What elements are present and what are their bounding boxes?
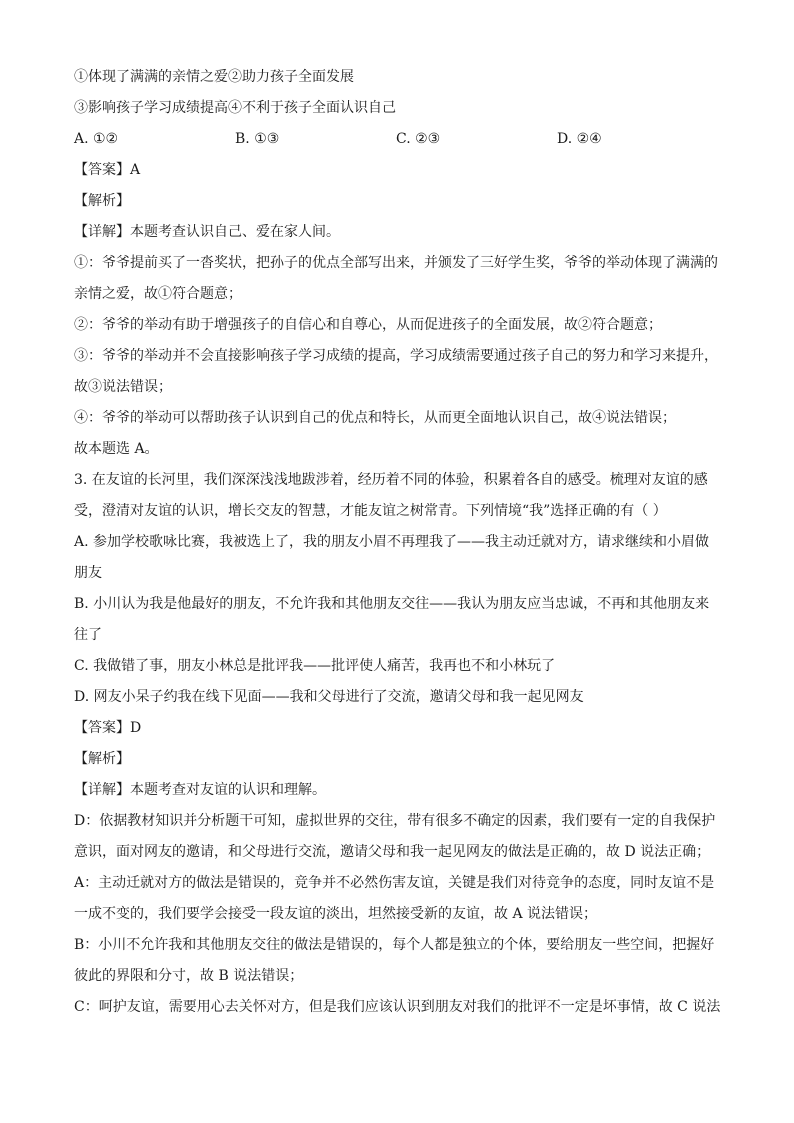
q2-option-d: D. ②④: [557, 131, 602, 147]
q3-stem-line: 3. 在友谊的长河里，我们深深浅浅地跋涉着，经历着不同的体验，积累着各自的感受。梳理对友谊的感: [74, 472, 708, 488]
q3-answer: 【答案】D: [74, 720, 142, 736]
q3-detail-line: D：依据教材知识并分析题干可知，虚拟世界的交往，带有很多不确定的因素，我们要有一定的自我保护: [74, 813, 716, 829]
q3-choice-a-cont: 朋友: [74, 565, 102, 581]
document-page: [74, 62, 724, 1023]
q2-detail-line: ②：爷爷的举动有助于增强孩子的自信心和自尊心，从而促进孩子的全面发展，故②符合题意；: [74, 317, 662, 333]
q3-detail-line: 一成不变的，我们要学会接受一段友谊的淡出，坦然接受新的友谊，故 A 说法错误；: [74, 906, 598, 922]
q3-detail-line: A：主动迁就对方的做法是错误的，竞争并不必然伤害友谊，关键是我们对待竞争的态度，同时友谊不是: [74, 875, 715, 891]
q3-choice-c: C. 我做错了事，朋友小林总是批评我——批评使人痛苦，我再也不和小林玩了: [74, 658, 556, 674]
q3-choice-d: D. 网友小呆子约我在线下见面——我和父母进行了交流，邀请父母和我一起见网友: [74, 689, 584, 705]
q2-options: [74, 124, 724, 155]
q2-detail-line: 【详解】本题考查认识自己、爱在家人间。: [74, 224, 340, 240]
q3-analysis-label: 【解析】: [74, 751, 130, 767]
q2-detail-line: ③：爷爷的举动并不会直接影响孩子学习成绩的提高，学习成绩需要通过孩子自己的努力和学习来提升，: [74, 348, 718, 364]
q2-detail-line: 亲情之爱，故①符合题意；: [74, 286, 242, 302]
q2-statement-2: ③影响孩子学习成绩提高④不利于孩子全面认识自己: [74, 100, 396, 116]
q3-detail-line: 意识，面对网友的邀请，和父母进行交流，邀请父母和我一起见网友的做法是正确的，故 D 说法正确；: [74, 844, 711, 860]
q3-detail-line: 彼此的界限和分寸，故 B 说法错误；: [74, 968, 304, 984]
q3-detail-line: 【详解】本题考查对友谊的认识和理解。: [74, 782, 326, 798]
q3-detail-line: B：小川不允许我和其他朋友交往的做法是错误的，每个人都是独立的个体，要给朋友一些空间，把握好: [74, 937, 715, 953]
q2-detail-line: 故本题选 A。: [74, 441, 159, 457]
q2-detail-line: ①：爷爷提前买了一沓奖状，把孙子的优点全部写出来，并颁发了三好学生奖，爷爷的举动体现了满满的: [74, 255, 718, 271]
q2-answer: 【答案】A: [74, 162, 141, 178]
q2-option-c: C. ②③: [396, 131, 441, 147]
q2-detail-line: 故③说法错误；: [74, 379, 172, 395]
q2-option-a: A. ①②: [74, 131, 119, 147]
q2-analysis-label: 【解析】: [74, 193, 130, 209]
q2-statement-1: ①体现了满满的亲情之爱②助力孩子全面发展: [74, 69, 354, 85]
q3-choice-b: B. 小川认为我是他最好的朋友，不允许我和其他朋友交往——我认为朋友应当忠诚，不再和其他朋友来: [74, 596, 710, 612]
q3-choice-b-cont: 往了: [74, 627, 102, 643]
q2-option-b: B. ①③: [235, 131, 280, 147]
q3-stem-line: 受，澄清对友谊的认识，增长交友的智慧，才能友谊之树常青。下列情境“我”选择正确的有（ ）: [74, 503, 667, 519]
q3-detail-line: C：呵护友谊，需要用心去关怀对方，但是我们应该认识到朋友对我们的批评不一定是坏事情，故 C 说法: [74, 999, 721, 1015]
q3-choice-a: A. 参加学校歌咏比赛，我被选上了，我的朋友小眉不再理我了——我主动迁就对方，请求继续和小眉做: [74, 534, 710, 550]
q2-detail-line: ④：爷爷的举动可以帮助孩子认识到自己的优点和特长，从而更全面地认识自己，故④说法错误；: [74, 410, 676, 426]
